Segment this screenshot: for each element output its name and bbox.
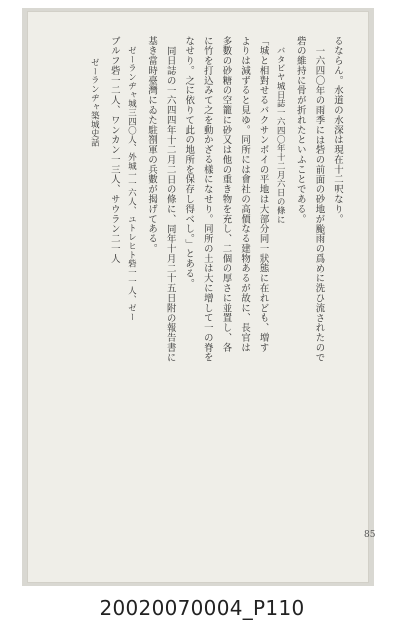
page-number: 85 — [364, 530, 376, 540]
text-line-5: 「城と相對せるバクサンボイの平地は大部分同一狀態に在れども、増す — [257, 36, 269, 353]
vertical-text-block — [86, 36, 346, 486]
book-page — [28, 12, 376, 582]
image-caption-id: 20020070004_P110 — [99, 596, 305, 620]
running-footer: ゼーランヂャ築城史話 — [90, 58, 101, 147]
text-line-2: 一六四〇年の雨季には砦の前面の砂地が颱雨の爲めに洗ひ流されたので — [313, 46, 325, 363]
text-line-12: ゼーランヂャ城三四〇人、外城一一六人、ユトレヒト砦一一人、ゼー — [127, 46, 138, 322]
text-line-10: 同日誌の一六四四年十二月二日の條に、同年十月二十五日附の報告書に — [164, 46, 176, 363]
text-line-6: よりは減ずると見ゆ。同所には會社の高價なる建物あるが故に、長官は — [239, 36, 251, 353]
text-line-7: 多數の砂糖の空籠に砂又は他の重き物を充し、二個の厚さに並置し、各 — [220, 36, 232, 353]
text-line-13: ブルフ砦一二人、ワンカン一三人、サウラン二一人 — [108, 36, 120, 264]
text-line-9: なせり。之に依りて此の地所を保存し得べし。」とある。 — [183, 36, 195, 289]
text-line-1: るならん。水道の水深は現在十二呎なり。 — [332, 36, 343, 224]
text-line-3: 砦の維持に骨が折れたといふことである。 — [294, 36, 306, 224]
text-line-11: 基き當時臺灣にゐた駐劄軍の兵數が揭げてある。 — [146, 36, 158, 254]
text-line-4: バタビヤ城日誌一六四〇年十二月六日の條に — [276, 46, 287, 224]
text-line-8: に竹を打込みて之を動かざる樣になせり。同所の土は大に增して一の脊を — [201, 36, 213, 363]
